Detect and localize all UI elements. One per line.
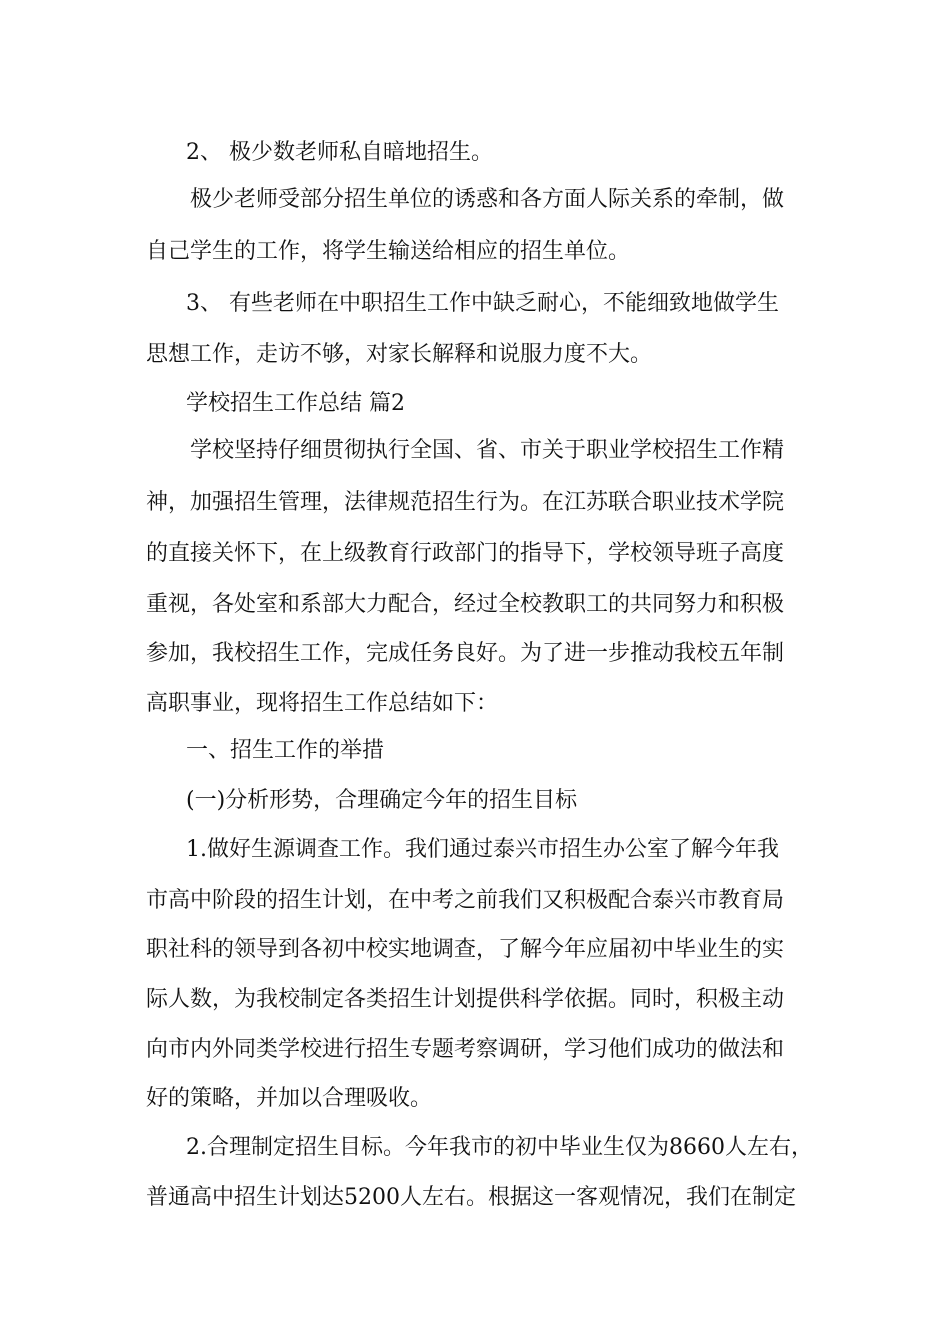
text-line-3: 自己学生的工作，将学生输送给相应的招生单位。 — [146, 239, 631, 264]
text-line-15: 1.做好生源调查工作。我们通过泰兴市招生办公室了解今年我 — [186, 837, 779, 862]
text-line-2: 极少老师受部分招生单位的诱惑和各方面人际关系的牵制，做 — [190, 187, 785, 212]
text-line-17: 职社科的领导到各初中校实地调查，了解今年应届初中毕业生的实 — [146, 937, 785, 962]
text-line-1: 2、 极少数老师私自暗地招生。 — [186, 140, 493, 165]
text-line-19: 向市内外同类学校进行招生专题考察调研，学习他们成功的做法和 — [146, 1037, 785, 1062]
text-line-16: 市高中阶段的招生计划，在中考之前我们又积极配合泰兴市教育局 — [146, 888, 785, 913]
text-line-21: 2.合理制定招生目标。今年我市的初中毕业生仅为8660人左右， — [186, 1135, 813, 1160]
text-line-4: 3、 有些老师在中职招生工作中缺乏耐心，不能细致地做学生 — [186, 291, 779, 316]
section-heading: 学校招生工作总结 篇2 — [186, 391, 405, 416]
text-line-22: 普通高中招生计划达5200人左右。根据这一客观情况，我们在制定 — [146, 1185, 796, 1210]
text-line-9: 的直接关怀下，在上级教育行政部门的指导下，学校领导班子高度 — [146, 541, 785, 566]
subheading-1: 一、招生工作的举措 — [186, 738, 385, 763]
text-line-8: 神，加强招生管理，法律规范招生行为。在江苏联合职业技术学院 — [146, 490, 785, 515]
text-line-11: 参加，我校招生工作，完成任务良好。为了进一步推动我校五年制 — [146, 641, 785, 666]
text-line-7: 学校坚持仔细贯彻执行全国、省、市关于职业学校招生工作精 — [190, 438, 785, 463]
text-line-20: 好的策略，并加以合理吸收。 — [146, 1086, 433, 1111]
text-line-12: 高职事业，现将招生工作总结如下： — [146, 691, 499, 716]
text-line-10: 重视，各处室和系部大力配合，经过全校教职工的共同努力和积极 — [146, 592, 785, 617]
subheading-2: (一)分析形势，合理确定今年的招生目标 — [186, 788, 578, 813]
text-line-18: 际人数，为我校制定各类招生计划提供科学依据。同时，积极主动 — [146, 987, 785, 1012]
text-line-5: 思想工作，走访不够，对家长解释和说服力度不大。 — [146, 342, 653, 367]
